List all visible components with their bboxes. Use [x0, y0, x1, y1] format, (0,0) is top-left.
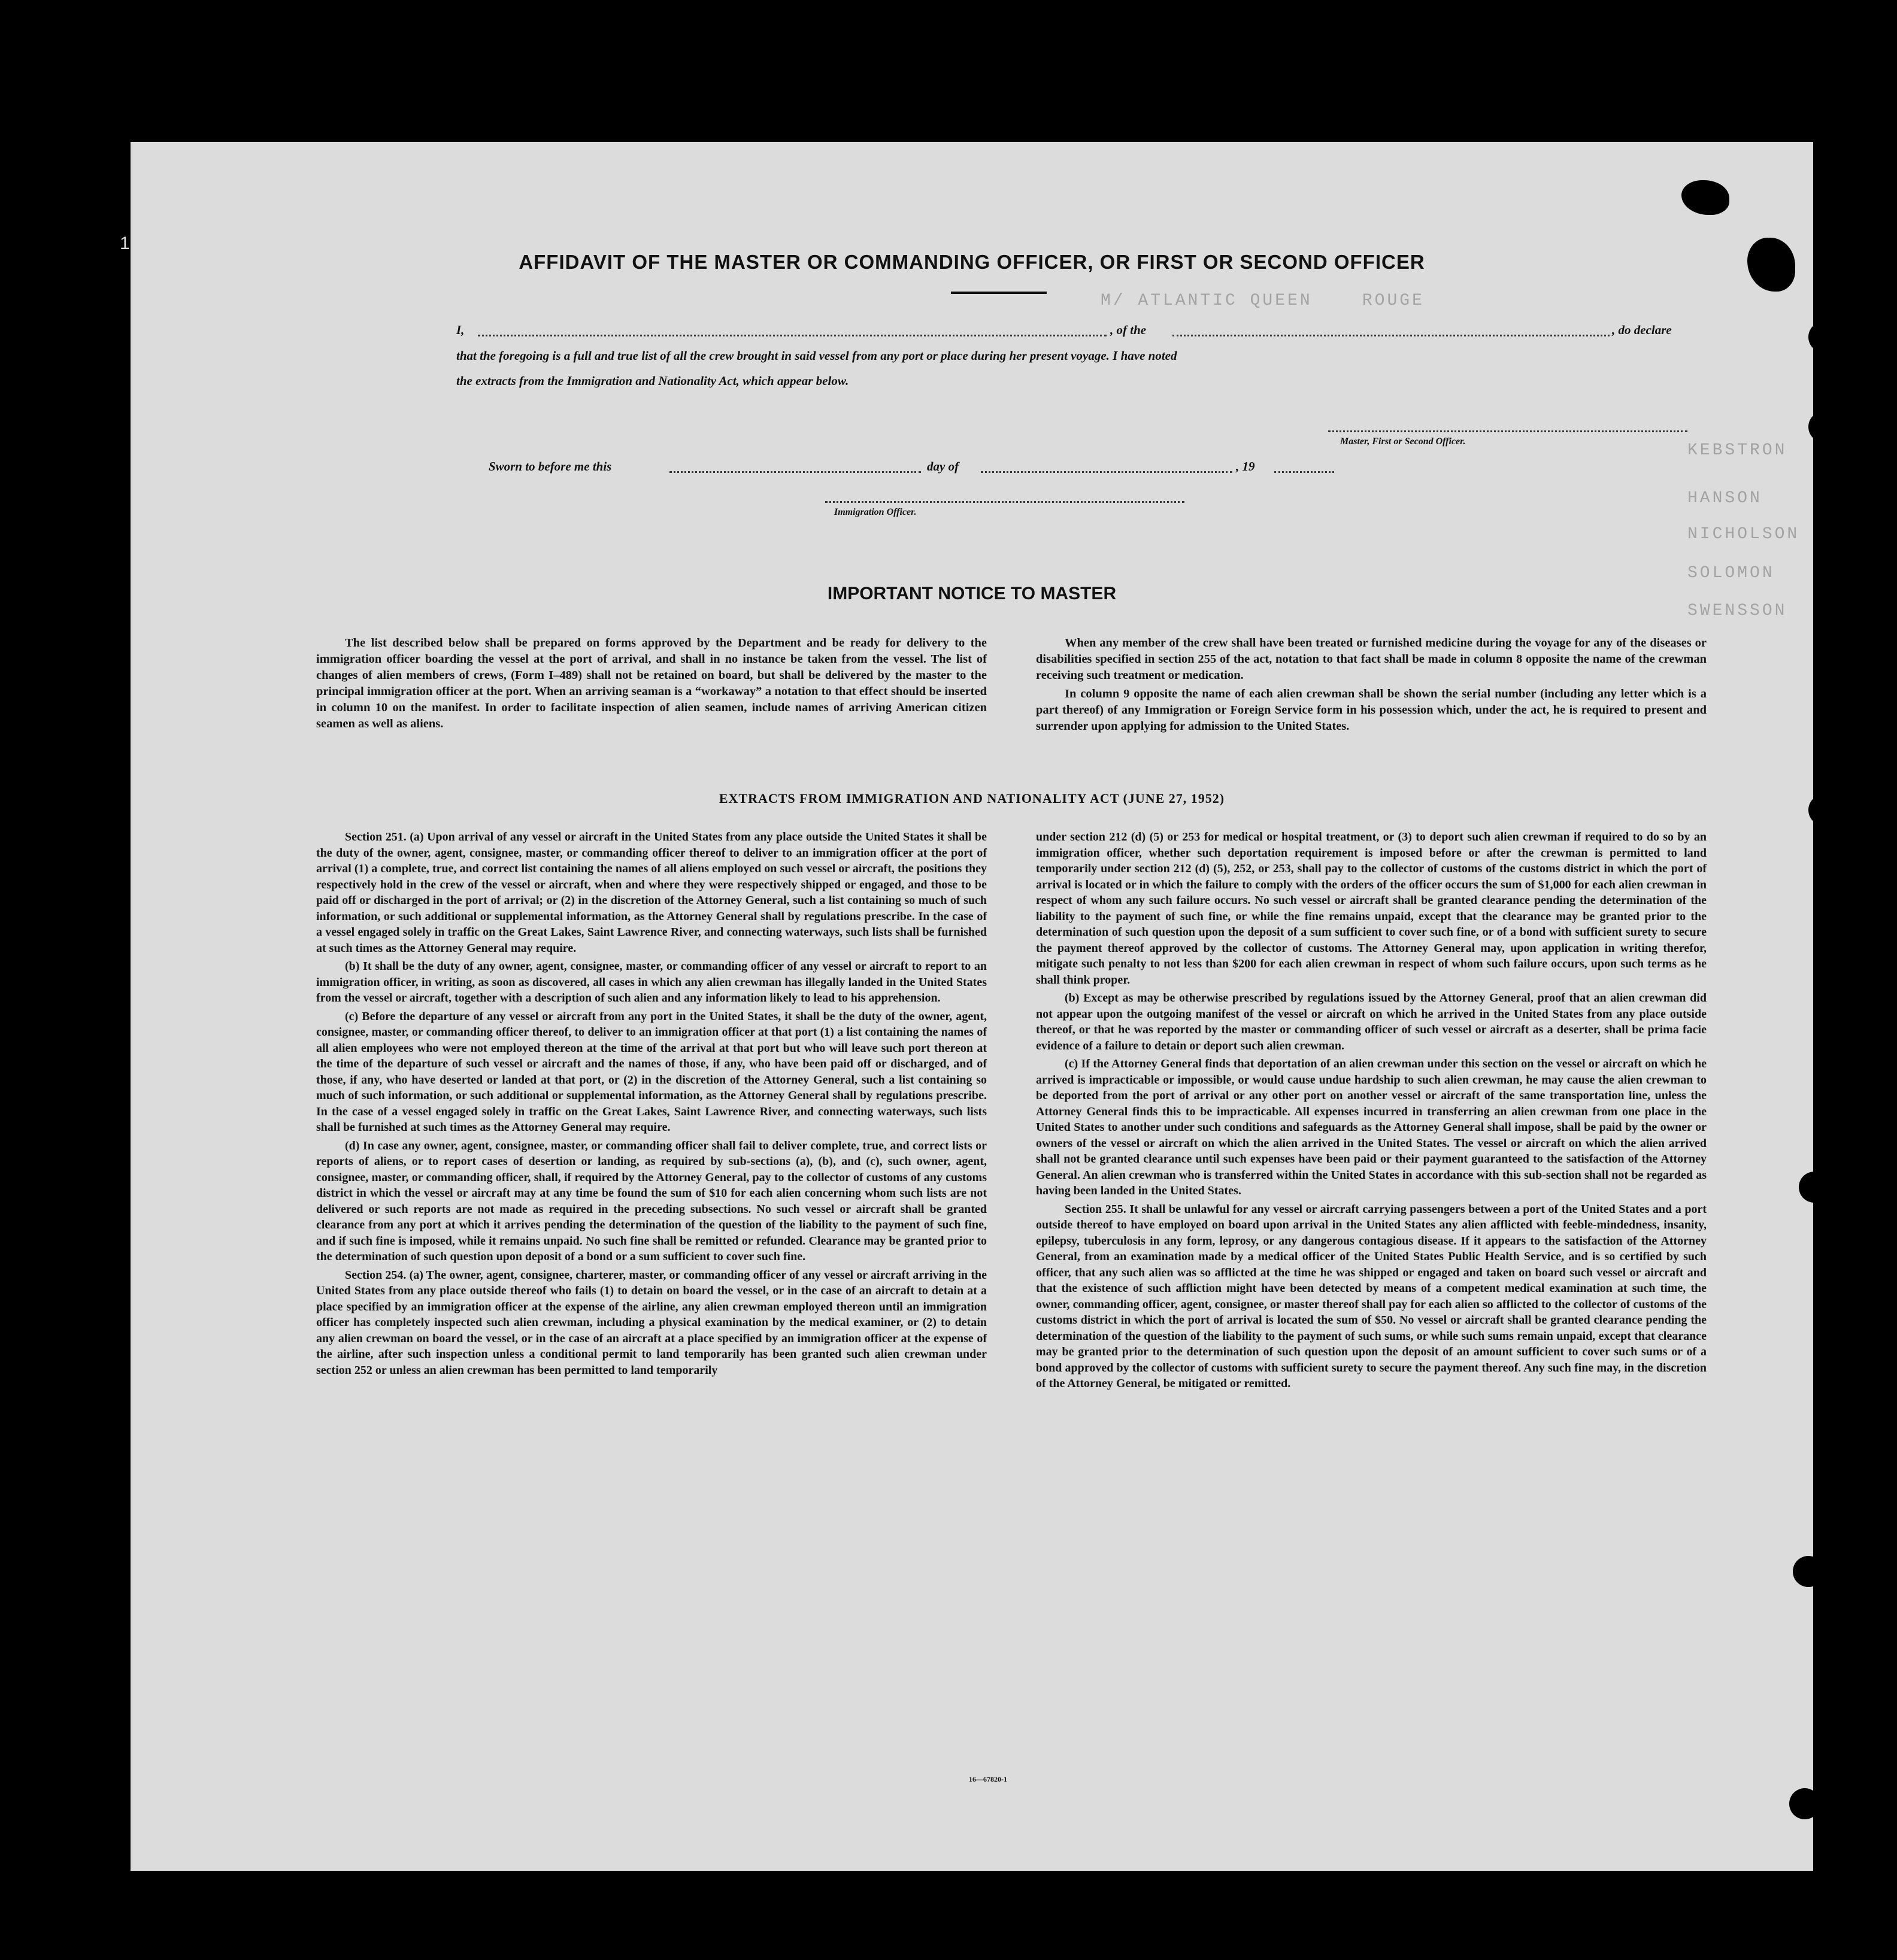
section-paragraph: Section 251. (a) Upon arrival of any vessel or aircraft in the United States from any place outside the United States it shall be the duty of the owner, agent, consignee, master, or commanding officer thereof to deliver to an immigration officer at the port of arrival (1) a complete, true, and correct list containing the names of all aliens employed on such vessel or aircraft, the positions they respectively hold in the crew of the vessel or aircraft, when and where they were respectively shipped or engaged, and those to be paid off or discharged in the port of arrival; or (2) in the discretion of the Attorney General, such a list containing so much of such information, or such additional or supplemental information, as the Attorney General shall by regulations prescribe. In the case of a vessel engaged solely in traffic on the Great Lakes, Saint Lawrence River, and connecting waterways, such lists shall be furnished at such times as the Attorney General may require. — [316, 830, 987, 955]
section-paragraph: Section 255. It shall be unlawful for any vessel or aircraft carrying passengers between a port of the United States and a port outside thereof to have employed on board upon arrival in the United States any alien afflicted with feeble-mindedness, insanity, epilepsy, tuberculosis in any form, leprosy, or any dangerous contagious disease. If it appears to the satisfaction of the Attorney General, from an examination made by a medical officer of the United States Public Health Service, and is so certified by such officer, that any such alien was so afflicted at the time he was shipped or engaged and taken on board such vessel or aircraft and that the existence of such affliction might have been detected by means of a competent medical examination at such time, the owner, commanding officer, agent, consignee, or master thereof shall pay for each alien so afflicted to the collector of customs of the customs district in which the port of arrival is located the sum of $50. No vessel or aircraft shall be granted clearance pending the determination of the question of the liability to the payment of such sums, or while such sums remain unpaid, except that clearance may be granted prior to the determination of such question upon the deposit of an amount sufficient to cover such sums or of a bond approved by the collector of customs with sufficient surety to secure the payment thereof. Any such fine may, in the discretion of the Attorney General, be mitigated or remitted. — [1036, 1202, 1707, 1390]
title-rule — [951, 292, 1047, 294]
day-of-label: day of — [927, 459, 959, 474]
declaration-line-2: that the foregoing is a full and true list of all the crew brought in said vessel from any port or place during her present voyage. I have noted — [456, 348, 1177, 363]
officer-signature-line[interactable] — [825, 501, 1184, 503]
year-label: , 19 — [1236, 459, 1255, 474]
declarant-name-line[interactable] — [478, 335, 1107, 336]
notice-paragraph: When any member of the crew shall have been treated or furnished medicine during the voyage for any of the diseases or disabilities specified in section 255 of the act, notation to that fact shall be made in column 8 opposite the name of the crewman receiving such treatment or medication. — [1036, 636, 1707, 682]
sworn-label: Sworn to before me this — [489, 459, 612, 474]
of-the-label: , of the — [1110, 323, 1147, 337]
section-paragraph: Section 254. (a) The owner, agent, consignee, charterer, master, or commanding officer of any vessel or aircraft arriving in the United States from any place outside thereof who fails (1) to detain on board the vessel, or in the case of an aircraft to detain at a place specified by an immigration officer at the expense of the airline, any alien crewman employed thereon until an immigration officer has completely inspected such alien crewman, including a physical examination by the medical examiner, or (2) to detain any alien crewman on board the vessel, or in the case of an aircraft at a place specified by an immigration officer at the expense of the airline, after such inspection unless a conditional permit to land temporarily has been granted such alien crewman under section 252 or unless an alien crewman has been permitted to land temporarily — [316, 1268, 987, 1377]
section-paragraph: under section 212 (d) (5) or 253 for medical or hospital treatment, or (3) to deport such alien crewman if required to do so by an immigration officer, whether such deportation requirement is imposed before or after the crewman is permitted to land temporarily under section 212 (d) (5), 252, or 253, shall pay to the collector of customs of the customs district in which the port of arrival is located or in which the failure to comply with the orders of the officer occurs the sum of $1,000 for each alien crewman in respect of whom any such failure occurs. No such vessel or aircraft shall be granted clearance pending the determination of the liability to the payment of such fine, or while the fine remains unpaid, except that the clearance may be granted prior to the determination of such question upon the deposit of a sum sufficient to cover such fine, or of a bond with sufficient surety to secure the payment thereof approved by the collector of customs. The Attorney General may, upon application in writing therefor, mitigate such penalty to not less than $200 for each alien crewman in respect of whom such failure occurs, upon such terms as he shall think proper. — [1036, 830, 1707, 987]
declaration-line-3: the extracts from the Immigration and Nationality Act, which appear below. — [456, 374, 849, 388]
page-number: 1 — [120, 233, 130, 253]
ghost-crew-name: NICHOLSON — [1687, 525, 1800, 544]
sworn-day-line[interactable] — [669, 471, 921, 473]
section-paragraph: (c) If the Attorney General finds that deportation of an alien crewman under this section on the vessel or aircraft on which he arrived is impracticable or impossible, or would cause undue hardship to such alien crewman, he may cause the alien crewman to be deported from the port of arrival or any other port on another vessel or aircraft of the same transportation line, unless the Attorney General finds this to be impracticable. All expenses incurred in transferring an alien crewman from one place in the United States to another under such conditions and safeguards as the Attorney General shall impose, shall be paid by the owner or owners of the vessel or aircraft on which the alien arrived in the United States. The vessel or aircraft on which the alien arrived shall not be granted clearance until such expenses have been paid or their payment guaranteed to the satisfaction of the Attorney General. An alien crewman who is transferred within the United States in accordance with this sub-section shall not be regarded as having been landed in the United States. — [1036, 1057, 1707, 1197]
section-paragraph: (d) In case any owner, agent, consignee, master, or commanding officer shall fail to deliver complete, true, and correct lists or reports of aliens, or to report cases of desertion or landing, as required by sub-sections (a), (b), and (c), such owner, agent, consignee, master, or commanding officer, shall, if required by the Attorney General, pay to the collector of customs of any customs district in which the vessel or aircraft may at any time be found the sum of $10 for each alien concerning whom such lists are not delivered or such reports are not made as required in the preceding subsections. No such vessel or aircraft shall be granted clearance from any port at which it arrives pending the determination of the question of the liability to the payment of such fine, and if such fine is imposed, while it remains unpaid. No such fine shall be remitted or refunded. Clearance may be granted prior to the determination of such question upon deposit of a bond or a sum sufficient to cover such fine. — [316, 1139, 987, 1263]
notice-paragraph: The list described below shall be prepared on forms approved by the Department and be ready for delivery to the immigration officer boarding the vessel at the port of arrival, and shall in no instance be taken from the vessel. The list of changes of alien members of crews, (Form I–489) shall not be retained on board, but shall be delivered by the master to the principal immigration officer at the port. When an arriving seaman is a “workaway” a notation to that effect should be inserted in column 10 on the manifest. In order to facilitate inspection of alien seamen, include names of arriving American citizen seamen as well as aliens. — [316, 636, 987, 730]
punch-hole — [1789, 1788, 1813, 1819]
punch-hole — [1793, 1556, 1813, 1587]
punch-hole — [1808, 411, 1813, 442]
section-paragraph: (b) It shall be the duty of any owner, agent, consignee, master, or commanding officer of any vessel or aircraft to report to an immigration officer, in writing, as soon as discovered, all cases in which any alien crewman has illegally landed in the United States from the vessel or aircraft, together with a description of such alien and any information likely to lead to his apprehension. — [316, 960, 987, 1005]
manifest-page — [131, 142, 1813, 1871]
notice-title: IMPORTANT NOTICE TO MASTER — [827, 584, 1117, 603]
punch-hole — [1808, 321, 1813, 353]
punch-hole — [1799, 1172, 1813, 1203]
extracts-right-column — [1036, 829, 1707, 1392]
declarant-lead: I, — [456, 323, 465, 337]
form-number: 16—67820-1 — [969, 1775, 1007, 1783]
do-declare-label: , do declare — [1612, 323, 1672, 337]
sworn-month-line[interactable] — [981, 471, 1232, 473]
ghost-crew-name: SWENSSON — [1687, 602, 1787, 620]
master-caption: Master, First or Second Officer. — [1340, 436, 1466, 447]
ghost-crew-name: SOLOMON — [1687, 564, 1775, 582]
notice-right-column — [1036, 635, 1707, 735]
affidavit-title: AFFIDAVIT OF THE MASTER OR COMMANDING OFFICER, OR FIRST OR SECOND OFFICER — [519, 251, 1425, 273]
notice-paragraph: In column 9 opposite the name of each alien crewman shall be shown the serial number (including any letter which is a part thereof) of any Immigration or Foreign Service form in his possession which, under the act, he is required to present and surrender upon applying for admission to the United States. — [1036, 687, 1707, 733]
notice-left-column — [316, 635, 987, 732]
ink-blot — [1681, 180, 1729, 215]
section-paragraph: (b) Except as may be otherwise prescribed by regulations issued by the Attorney General, proof that an alien crewman did not appear upon the outgoing manifest of the vessel or aircraft on which he arrived in the United States from any place outside thereof, or that he was reported by the master or commanding officer of such vessel or aircraft as a deserter, shall be prima facie evidence of a failure to detain or deport such alien crewman. — [1036, 991, 1707, 1052]
master-signature-line[interactable] — [1328, 430, 1687, 432]
sworn-year-line[interactable] — [1274, 471, 1334, 473]
ghost-crew-name: KEBSTRON — [1687, 441, 1787, 460]
section-paragraph: (c) Before the departure of any vessel or aircraft from any port in the United States, it shall be the duty of the owner, agent, consignee, master, or commanding officer thereof, to deliver to an immigration officer at that port (1) a list containing the names of all alien employees who were not employed thereon at the time of the arrival at that port but who will leave such port thereon at the time of the departure of such vessel or aircraft and the names of those, if any, who have been paid off or discharged, and of those, if any, who have deserted or landed at that port, or (2) in the discretion of the Attorney General, such a list containing so much of such information, or such additional or supplemental information, as the Attorney General shall by regulations prescribe. In the case of a vessel engaged solely in traffic on the Great Lakes, Saint Lawrence River, and connecting waterways, such lists shall be furnished at such times as the Attorney General may require. — [316, 1009, 987, 1134]
ghost-crew-name: HANSON — [1687, 489, 1762, 508]
officer-caption: Immigration Officer. — [834, 507, 917, 517]
vessel-name-line[interactable] — [1172, 335, 1610, 336]
extracts-title: EXTRACTS FROM IMMIGRATION AND NATIONALITY ACT (JUNE 27, 1952) — [719, 791, 1225, 806]
extracts-left-column — [316, 829, 987, 1378]
ghost-vessel-name: M/ ATLANTIC QUEEN ROUGE — [1101, 292, 1425, 310]
